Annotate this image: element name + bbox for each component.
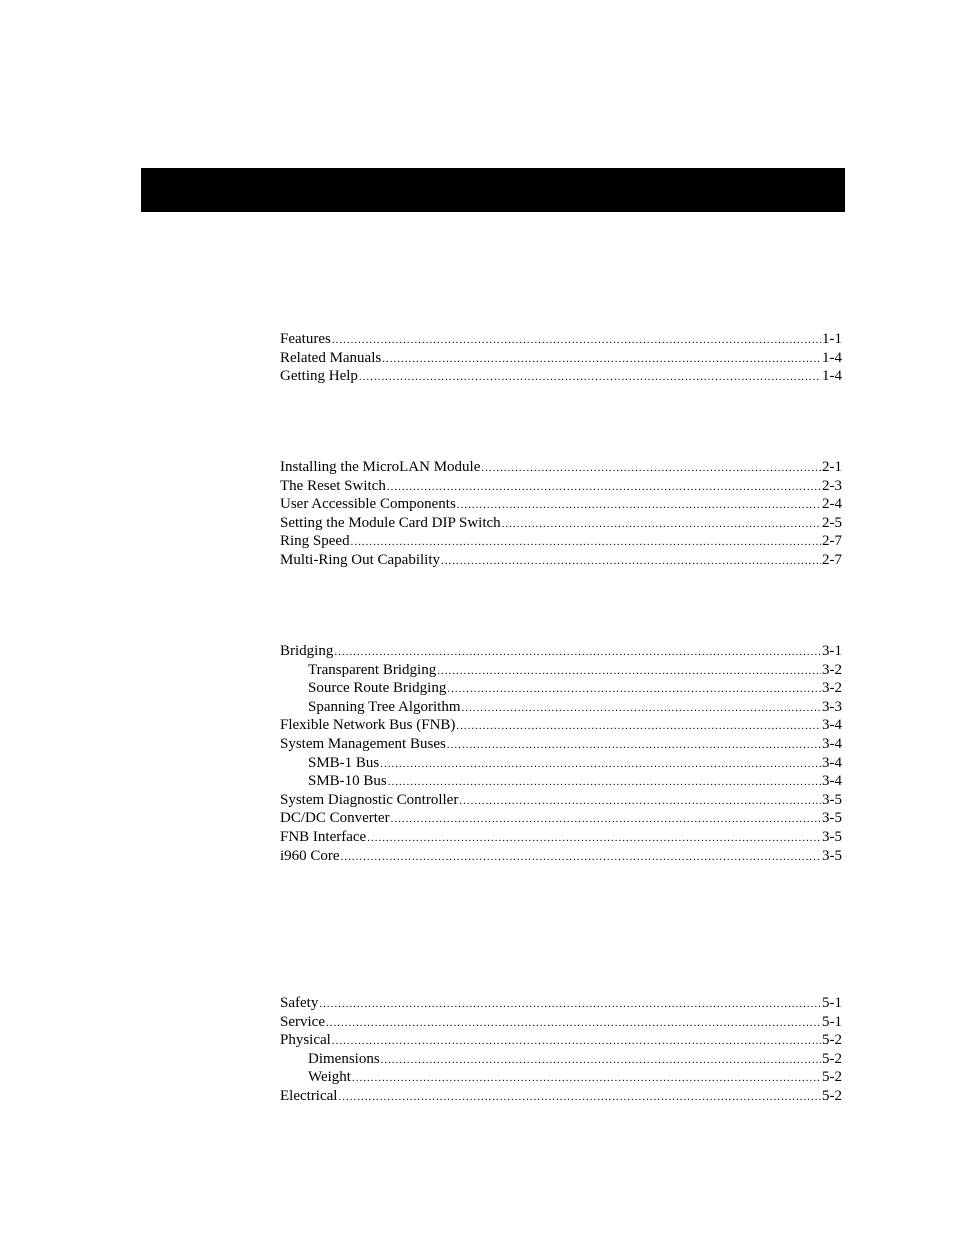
toc-entry-page: 3-2 [822,680,842,697]
toc-dot-leader [388,773,821,792]
toc-entry-page: 2-1 [822,459,842,475]
toc-entry[interactable] [280,349,842,368]
toc-section-5 [280,994,842,1106]
toc-entry-page: 2-7 [822,533,842,550]
toc-entry-page: 5-2 [822,1032,842,1049]
toc-entry-page: 3-2 [822,661,842,678]
toc-entry[interactable] [280,1013,842,1032]
toc-entry[interactable] [280,679,842,698]
toc-entry[interactable] [280,458,842,477]
toc-dot-leader [481,459,821,478]
toc-entry-label: Related Manuals [280,349,382,366]
toc-entry-label: Multi-Ring Out Capability [280,551,440,568]
toc-entry-label: System Diagnostic Controller [280,791,459,808]
toc-dot-leader [380,755,821,774]
toc-entry[interactable] [280,847,842,866]
toc-section-3 [280,642,842,865]
toc-entry-page: 2-3 [822,477,842,494]
toc-entry-page: 1-4 [822,349,842,366]
toc-entry-page: 3-5 [822,828,842,845]
toc-dot-leader [502,515,821,534]
toc-dot-leader [437,662,821,681]
toc-entry[interactable] [280,642,842,661]
toc-entry-label: Spanning Tree Algorithm [308,698,461,715]
toc-dot-leader [462,699,821,718]
toc-entry[interactable] [280,791,842,810]
toc-section-1 [280,330,842,386]
toc-entry-label: Source Route Bridging [308,680,447,697]
toc-entry-label: Features [280,331,331,347]
toc-entry[interactable] [280,1050,842,1069]
toc-entry[interactable] [280,1068,842,1087]
toc-entry-page: 5-2 [822,1087,842,1104]
toc-dot-leader [351,533,821,552]
toc-entry-page: 5-1 [822,995,842,1011]
toc-entry-page: 3-5 [822,791,842,808]
toc-entry[interactable] [280,661,842,680]
toc-entry[interactable] [280,1031,842,1050]
toc-entry[interactable] [280,367,842,386]
toc-dot-leader [352,1069,821,1088]
toc-entry-page: 2-4 [822,496,842,513]
toc-entry-page: 3-4 [822,754,842,771]
toc-dot-leader [381,1051,821,1070]
toc-entry-page: 3-4 [822,773,842,790]
toc-entry[interactable] [280,735,842,754]
toc-entry[interactable] [280,994,842,1013]
toc-entry[interactable] [280,330,842,349]
toc-entry[interactable] [280,495,842,514]
toc-dot-leader [359,368,821,387]
toc-entry[interactable] [280,1087,842,1106]
toc-entry-label: Electrical [280,1087,338,1104]
toc-entry-page: 3-4 [822,717,842,734]
toc-entry-page: 1-4 [822,368,842,385]
toc-entry[interactable] [280,716,842,735]
toc-dot-leader [367,829,821,848]
toc-dot-leader [332,1032,821,1051]
toc-entry-label: SMB-1 Bus [308,754,380,771]
toc-dot-leader [338,1088,821,1107]
toc-dot-leader [387,478,821,497]
toc-entry-label: Bridging [280,643,334,659]
toc-dot-leader [457,496,821,515]
toc-entry[interactable] [280,772,842,791]
toc-dot-leader [447,736,821,755]
toc-dot-leader [447,680,821,699]
toc-dot-leader [341,848,821,867]
toc-entry-page: 3-1 [822,643,842,659]
toc-entry[interactable] [280,532,842,551]
toc-entry-label: Safety [280,995,319,1011]
toc-entry-label: Flexible Network Bus (FNB) [280,717,456,734]
toc-entry-label: Setting the Module Card DIP Switch [280,514,501,531]
title-bar [141,168,845,212]
toc-entry-label: Installing the MicroLAN Module [280,459,481,475]
toc-entry[interactable] [280,828,842,847]
toc-entry-page: 5-1 [822,1013,842,1030]
toc-entry-label: Getting Help [280,368,358,385]
toc-dot-leader [456,717,821,736]
toc-dot-leader [382,350,821,369]
toc-entry-label: The Reset Switch [280,477,386,494]
toc-entry-page: 5-2 [822,1069,842,1086]
toc-entry-label: Service [280,1013,325,1030]
toc-dot-leader [441,552,821,571]
toc-entry[interactable] [280,551,842,570]
toc-entry[interactable] [280,514,842,533]
toc-entry-page: 3-5 [822,810,842,827]
toc-dot-leader [334,643,821,662]
toc-entry-label: Ring Speed [280,533,350,550]
toc-entry-label: Physical [280,1032,331,1049]
toc-entry-page: 3-5 [822,847,842,864]
toc-entry-page: 1-1 [822,331,842,347]
toc-entry-label: Weight [308,1069,351,1086]
toc-entry-label: Transparent Bridging [308,661,437,678]
toc-entry-page: 5-2 [822,1050,842,1067]
toc-entry-label: FNB Interface [280,828,367,845]
toc-entry-page: 2-5 [822,514,842,531]
toc-entry-label: i960 Core [280,847,340,864]
toc-entry[interactable] [280,809,842,828]
toc-dot-leader [391,810,821,829]
toc-dot-leader [332,331,821,350]
toc-entry[interactable] [280,754,842,773]
toc-entry[interactable] [280,477,842,496]
toc-entry[interactable] [280,698,842,717]
toc-entry-label: SMB-10 Bus [308,773,387,790]
toc-dot-leader [319,995,821,1014]
toc-entry-label: DC/DC Converter [280,810,390,827]
toc-entry-label: System Management Buses [280,735,446,752]
toc-entry-page: 3-4 [822,735,842,752]
toc-section-2 [280,458,842,570]
toc-dot-leader [459,792,821,811]
toc-entry-label: Dimensions [308,1050,380,1067]
toc-entry-page: 2-7 [822,551,842,568]
toc-entry-label: User Accessible Components [280,496,456,513]
toc-dot-leader [326,1014,821,1033]
toc-entry-page: 3-3 [822,698,842,715]
